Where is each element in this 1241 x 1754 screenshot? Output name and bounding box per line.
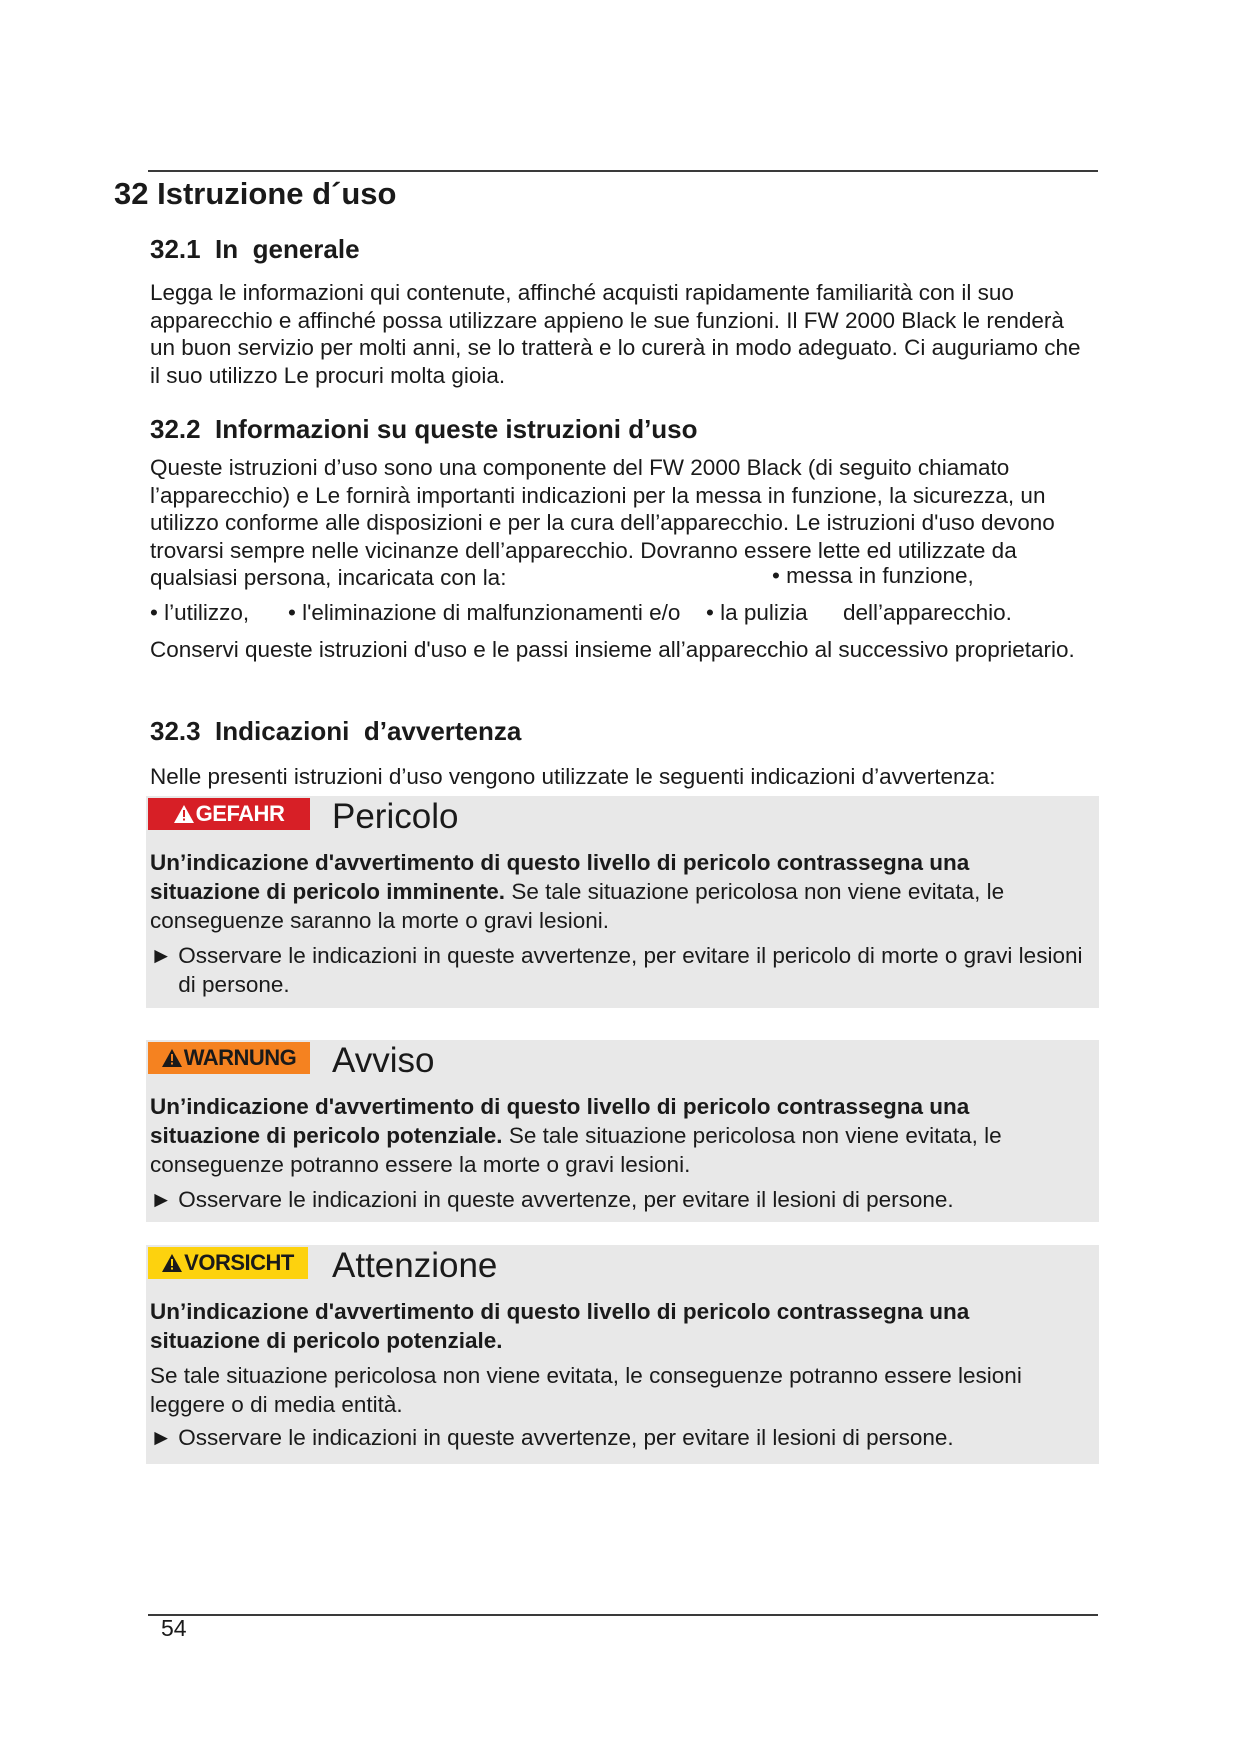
warning-description	[150, 1092, 1085, 1179]
danger-badge	[148, 798, 310, 830]
danger-badge-label: GEFAHR	[195, 801, 285, 826]
section-general	[150, 234, 1095, 389]
caution-action-text: Osservare le indicazioni in queste avvertenze, per evitare il lesioni di persone.	[178, 1425, 954, 1450]
danger-text: Se tale situazione pericolosa non viene evitata, le conseguenze saranno la morte o gravi lesioni.	[150, 879, 1005, 933]
warning-action-text: Osservare le indicazioni in queste avvertenze, per evitare il lesioni di persone.	[178, 1187, 954, 1212]
warning-badge-label: WARNUNG	[183, 1045, 297, 1070]
danger-action	[150, 941, 1085, 999]
bullet-pulizia: • la pulizia	[706, 600, 808, 625]
caution-badge-label: VORSICHT	[184, 1250, 294, 1275]
section-about-body: Queste istruzioni d’uso sono una componente del FW 2000 Black (di seguito chiamato l’apparecchio) e Le fornirà importanti indicazioni per la messa in funzione, la sicurezza, un utilizzo conforme alle disposizioni e per la cura dell’apparecchio. Le istruzioni d'uso devono trovarsi sempre nelle vicinanze dell’apparecchio. Dovranno essere lette ed utilizzate da qualsiasi persona, incaricata con la:	[150, 455, 1055, 591]
danger-body	[150, 848, 1085, 999]
caution-title: Attenzione	[332, 1246, 498, 1285]
arrow-right-icon: ►	[150, 943, 173, 968]
danger-action-text: Osservare le indicazioni in queste avvertenze, per evitare il pericolo di morte o gravi lesioni di persone.	[178, 943, 1083, 997]
danger-description	[150, 848, 1085, 935]
chapter-title: 32 Istruzione d´uso	[114, 176, 397, 211]
caution-warning-box	[146, 1245, 1099, 1464]
bullet-apparecchio: dell’apparecchio.	[843, 600, 1012, 625]
warning-badge	[148, 1042, 310, 1074]
caution-body	[150, 1297, 1085, 1452]
warning-triangle-icon	[162, 1049, 182, 1067]
danger-warning-box	[146, 796, 1099, 1008]
arrow-right-icon: ►	[150, 1187, 173, 1212]
warning-bold-text: Un’indicazione d'avvertimento di questo livello di pericolo contrassegna una situazione di pericolo potenziale.	[150, 1094, 970, 1148]
bullet-messa: • messa in funzione,	[772, 563, 974, 588]
section-heading-about: 32.2 Informazioni su queste istruzioni d’uso	[150, 414, 698, 444]
footer-rule	[148, 1614, 1098, 1616]
caution-action	[150, 1423, 1085, 1452]
danger-bold-text: Un’indicazione d'avvertimento di questo livello di pericolo contrassegna una situazione di pericolo imminente.	[150, 850, 970, 904]
warning-action	[150, 1185, 1085, 1214]
warning-body	[150, 1092, 1085, 1214]
section-heading-warnings: 32.3 Indicazioni d’avvertenza	[150, 716, 522, 746]
page-number: 54	[161, 1615, 187, 1641]
danger-title: Pericolo	[332, 797, 459, 836]
header-rule	[148, 170, 1098, 172]
caution-text: Se tale situazione pericolosa non viene evitata, le conseguenze potranno essere lesioni leggere o di media entità.	[150, 1363, 1022, 1417]
caution-badge	[148, 1247, 308, 1279]
section-general-text: Legga le informazioni qui contenute, affinché acquisti rapidamente familiarità con il suo apparecchio e affinché possa utilizzare appieno le sue funzioni. Il FW 2000 Black le renderà un buon servizio per molti anni, se lo tratterà e lo curerà in modo adeguato. Ci auguriamo che il suo utilizzo Le procuri molta gioia.	[150, 280, 1081, 388]
warning-text: Se tale situazione pericolosa non viene evitata, le conseguenze potranno essere la morte o gravi lesioni.	[150, 1123, 1002, 1177]
bullet-utilizzo: • l’utilizzo,	[150, 600, 250, 625]
arrow-right-icon: ►	[150, 1425, 173, 1450]
caution-bold-text: Un’indicazione d'avvertimento di questo livello di pericolo contrassegna una situazione di pericolo potenziale.	[150, 1299, 970, 1353]
warning-triangle-icon	[162, 1254, 182, 1272]
section-warnings	[150, 716, 1095, 791]
section-warnings-intro: Nelle presenti istruzioni d’uso vengono utilizzate le seguenti indicazioni d’avvertenza:	[150, 764, 996, 789]
bullet-eliminazione: • l'eliminazione di malfunzionamenti e/o	[288, 600, 681, 625]
warning-triangle-icon	[174, 805, 194, 823]
section-heading-general: 32.1 In generale	[150, 234, 360, 264]
section-about-closing: Conservi queste istruzioni d'uso e le passi insieme all’apparecchio al successivo proprietario.	[150, 637, 1075, 662]
warning-title: Avviso	[332, 1041, 435, 1080]
warning-warning-box	[146, 1040, 1099, 1222]
